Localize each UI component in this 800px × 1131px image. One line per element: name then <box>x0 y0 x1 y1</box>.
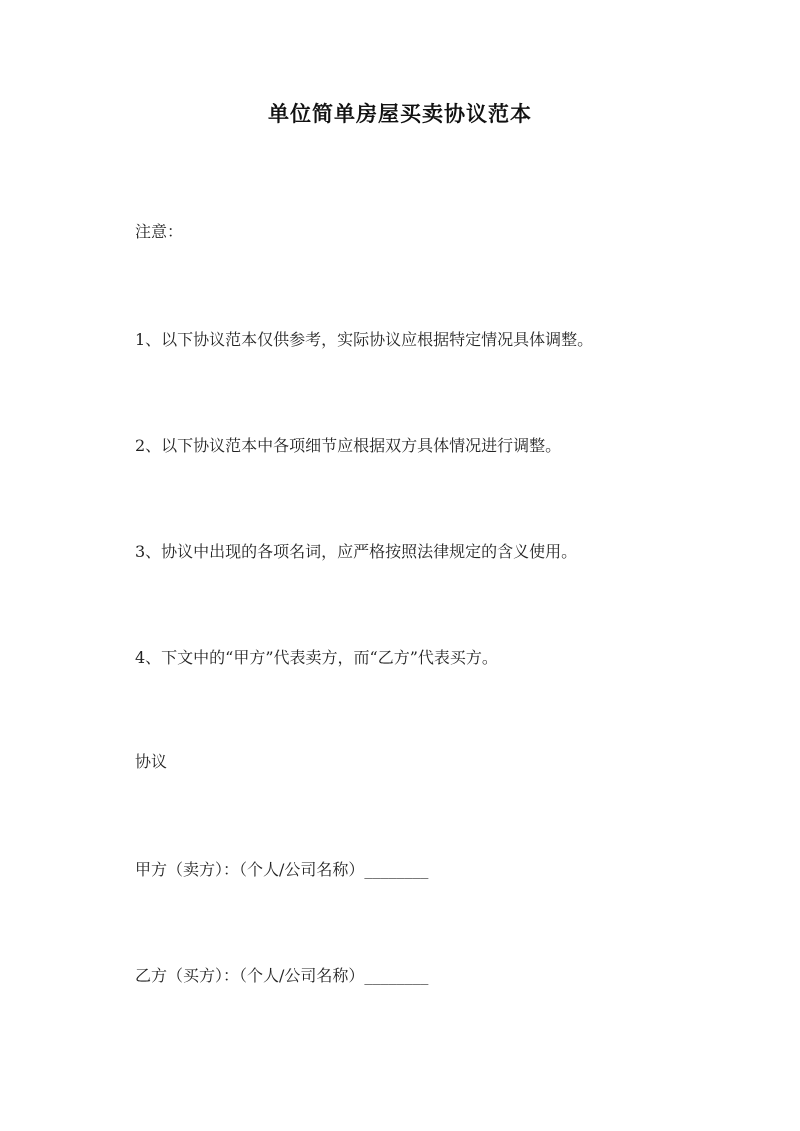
party-b-line: 乙方（买方）：（个人/公司名称）________ <box>135 966 429 985</box>
note-item-2: 2、以下协议范本中各项细节应根据双方具体情况进行调整。 <box>135 436 562 455</box>
note-item-1: 1、以下协议范本仅供参考，实际协议应根据特定情况具体调整。 <box>135 330 594 349</box>
note-heading: 注意： <box>135 222 184 241</box>
note-item-3: 3、协议中出现的各项名词，应严格按照法律规定的含义使用。 <box>135 542 578 561</box>
note-item-4: 4、下文中的“甲方”代表卖方，而“乙方”代表买方。 <box>135 648 498 667</box>
agreement-heading: 协议 <box>135 752 168 771</box>
party-a-line: 甲方（卖方）：（个人/公司名称）________ <box>135 860 429 879</box>
document-title: 单位简单房屋买卖协议范本 <box>268 101 532 126</box>
